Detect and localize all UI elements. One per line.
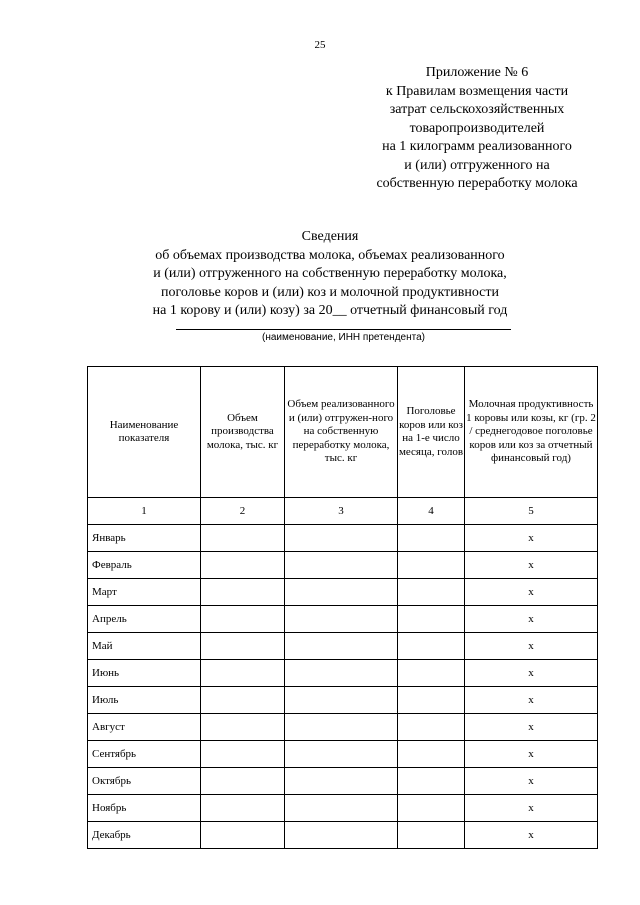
livestock-cell[interactable]	[398, 633, 465, 660]
month-label-cell: Март	[88, 579, 201, 606]
livestock-cell[interactable]	[398, 525, 465, 552]
column-number: 4	[398, 498, 465, 525]
title-line: поголовье коров и (или) коз и молочной продуктивности	[160, 284, 500, 300]
production-volume-cell[interactable]	[201, 606, 285, 633]
month-label-cell: Январь	[88, 525, 201, 552]
productivity-cell: x	[465, 822, 598, 849]
header-production-volume: Объем производства молока, тыс. кг	[201, 367, 285, 498]
production-volume-cell[interactable]	[201, 525, 285, 552]
productivity-cell: x	[465, 741, 598, 768]
sold-volume-cell[interactable]	[285, 768, 398, 795]
table-header-row	[88, 367, 598, 498]
appendix-line: Приложение № 6	[425, 65, 529, 80]
livestock-cell[interactable]	[398, 822, 465, 849]
sold-volume-cell[interactable]	[285, 633, 398, 660]
table-row	[88, 552, 598, 579]
table-row	[88, 822, 598, 849]
column-number: 2	[201, 498, 285, 525]
productivity-cell: x	[465, 660, 598, 687]
appendix-line: собственную переработку молока	[376, 176, 578, 191]
title-line: на 1 корову и (или) козу) за 20__ отчетный финансовый год	[152, 303, 508, 318]
productivity-cell: x	[465, 687, 598, 714]
table-row	[88, 687, 598, 714]
appendix-line: товаропроизводителей	[409, 120, 545, 136]
table-row	[88, 633, 598, 660]
table-row	[88, 525, 598, 552]
livestock-cell[interactable]	[398, 687, 465, 714]
month-label-cell: Сентябрь	[88, 741, 201, 768]
month-label-cell: Ноябрь	[88, 795, 201, 822]
column-number: 3	[285, 498, 398, 525]
livestock-cell[interactable]	[398, 660, 465, 687]
data-table	[87, 366, 598, 849]
livestock-cell[interactable]	[398, 552, 465, 579]
productivity-cell: x	[465, 552, 598, 579]
applicant-fill-line	[176, 329, 511, 330]
productivity-cell: x	[465, 633, 598, 660]
productivity-cell: x	[465, 525, 598, 552]
production-volume-cell[interactable]	[201, 795, 285, 822]
productivity-cell: x	[465, 768, 598, 795]
sold-volume-cell[interactable]	[285, 606, 398, 633]
productivity-cell: x	[465, 714, 598, 741]
month-label-cell: Февраль	[88, 552, 201, 579]
production-volume-cell[interactable]	[201, 714, 285, 741]
production-volume-cell[interactable]	[201, 768, 285, 795]
appendix-line: и (или) отгруженного на	[404, 157, 550, 173]
sold-volume-cell[interactable]	[285, 552, 398, 579]
table-row	[88, 714, 598, 741]
sold-volume-cell[interactable]	[285, 687, 398, 714]
month-label-cell: Октябрь	[88, 768, 201, 795]
column-number: 1	[88, 498, 201, 525]
livestock-cell[interactable]	[398, 579, 465, 606]
title-line: об объемах производства молока, объемах реализованного	[155, 247, 505, 263]
livestock-cell[interactable]	[398, 606, 465, 633]
productivity-cell: x	[465, 579, 598, 606]
appendix-line: затрат сельскохозяйственных	[389, 102, 565, 117]
sold-volume-cell[interactable]	[285, 714, 398, 741]
column-number-row	[88, 498, 598, 525]
table-row	[88, 606, 598, 633]
production-volume-cell[interactable]	[201, 579, 285, 606]
sold-volume-cell[interactable]	[285, 579, 398, 606]
sold-volume-cell[interactable]	[285, 795, 398, 822]
applicant-caption: (наименование, ИНН претендента)	[262, 332, 425, 343]
sold-volume-cell[interactable]	[285, 525, 398, 552]
livestock-cell[interactable]	[398, 741, 465, 768]
page-number: 25	[314, 39, 326, 51]
production-volume-cell[interactable]	[201, 552, 285, 579]
table-row	[88, 768, 598, 795]
title-line: и (или) отгруженного на собственную переработку молока,	[153, 266, 507, 281]
month-label-cell: Июнь	[88, 660, 201, 687]
month-label-cell: Май	[88, 633, 201, 660]
productivity-cell: x	[465, 795, 598, 822]
production-volume-cell[interactable]	[201, 822, 285, 849]
header-sold-volume: Объем реализованного и (или) отгружен-ного на собственную переработку молока, тыс. кг	[285, 367, 398, 498]
header-productivity: Молочная продуктивность 1 коровы или козы, кг (гр. 2 / среднегодовое поголовье коров или коз за отчетный финансовый год)	[465, 367, 598, 498]
month-label-cell: Август	[88, 714, 201, 741]
productivity-cell: x	[465, 606, 598, 633]
sold-volume-cell[interactable]	[285, 741, 398, 768]
livestock-cell[interactable]	[398, 768, 465, 795]
appendix-heading	[366, 64, 588, 194]
production-volume-cell[interactable]	[201, 741, 285, 768]
header-livestock: Поголовье коров или коз на 1-е число месяца, голов	[398, 367, 465, 498]
livestock-cell[interactable]	[398, 795, 465, 822]
production-volume-cell[interactable]	[201, 687, 285, 714]
appendix-line: на 1 килограмм реализованного	[382, 139, 572, 154]
production-volume-cell[interactable]	[201, 633, 285, 660]
month-label-cell: Апрель	[88, 606, 201, 633]
appendix-line: к Правилам возмещения части	[385, 83, 569, 99]
livestock-cell[interactable]	[398, 714, 465, 741]
header-indicator: Наименование показателя	[88, 367, 201, 498]
production-volume-cell[interactable]	[201, 660, 285, 687]
table-row	[88, 579, 598, 606]
month-label-cell: Декабрь	[88, 822, 201, 849]
table-row	[88, 741, 598, 768]
table-row	[88, 795, 598, 822]
title-line: Сведения	[301, 229, 359, 244]
sold-volume-cell[interactable]	[285, 660, 398, 687]
month-label-cell: Июль	[88, 687, 201, 714]
column-number: 5	[465, 498, 598, 525]
sold-volume-cell[interactable]	[285, 822, 398, 849]
document-title	[120, 228, 540, 321]
table-row	[88, 660, 598, 687]
